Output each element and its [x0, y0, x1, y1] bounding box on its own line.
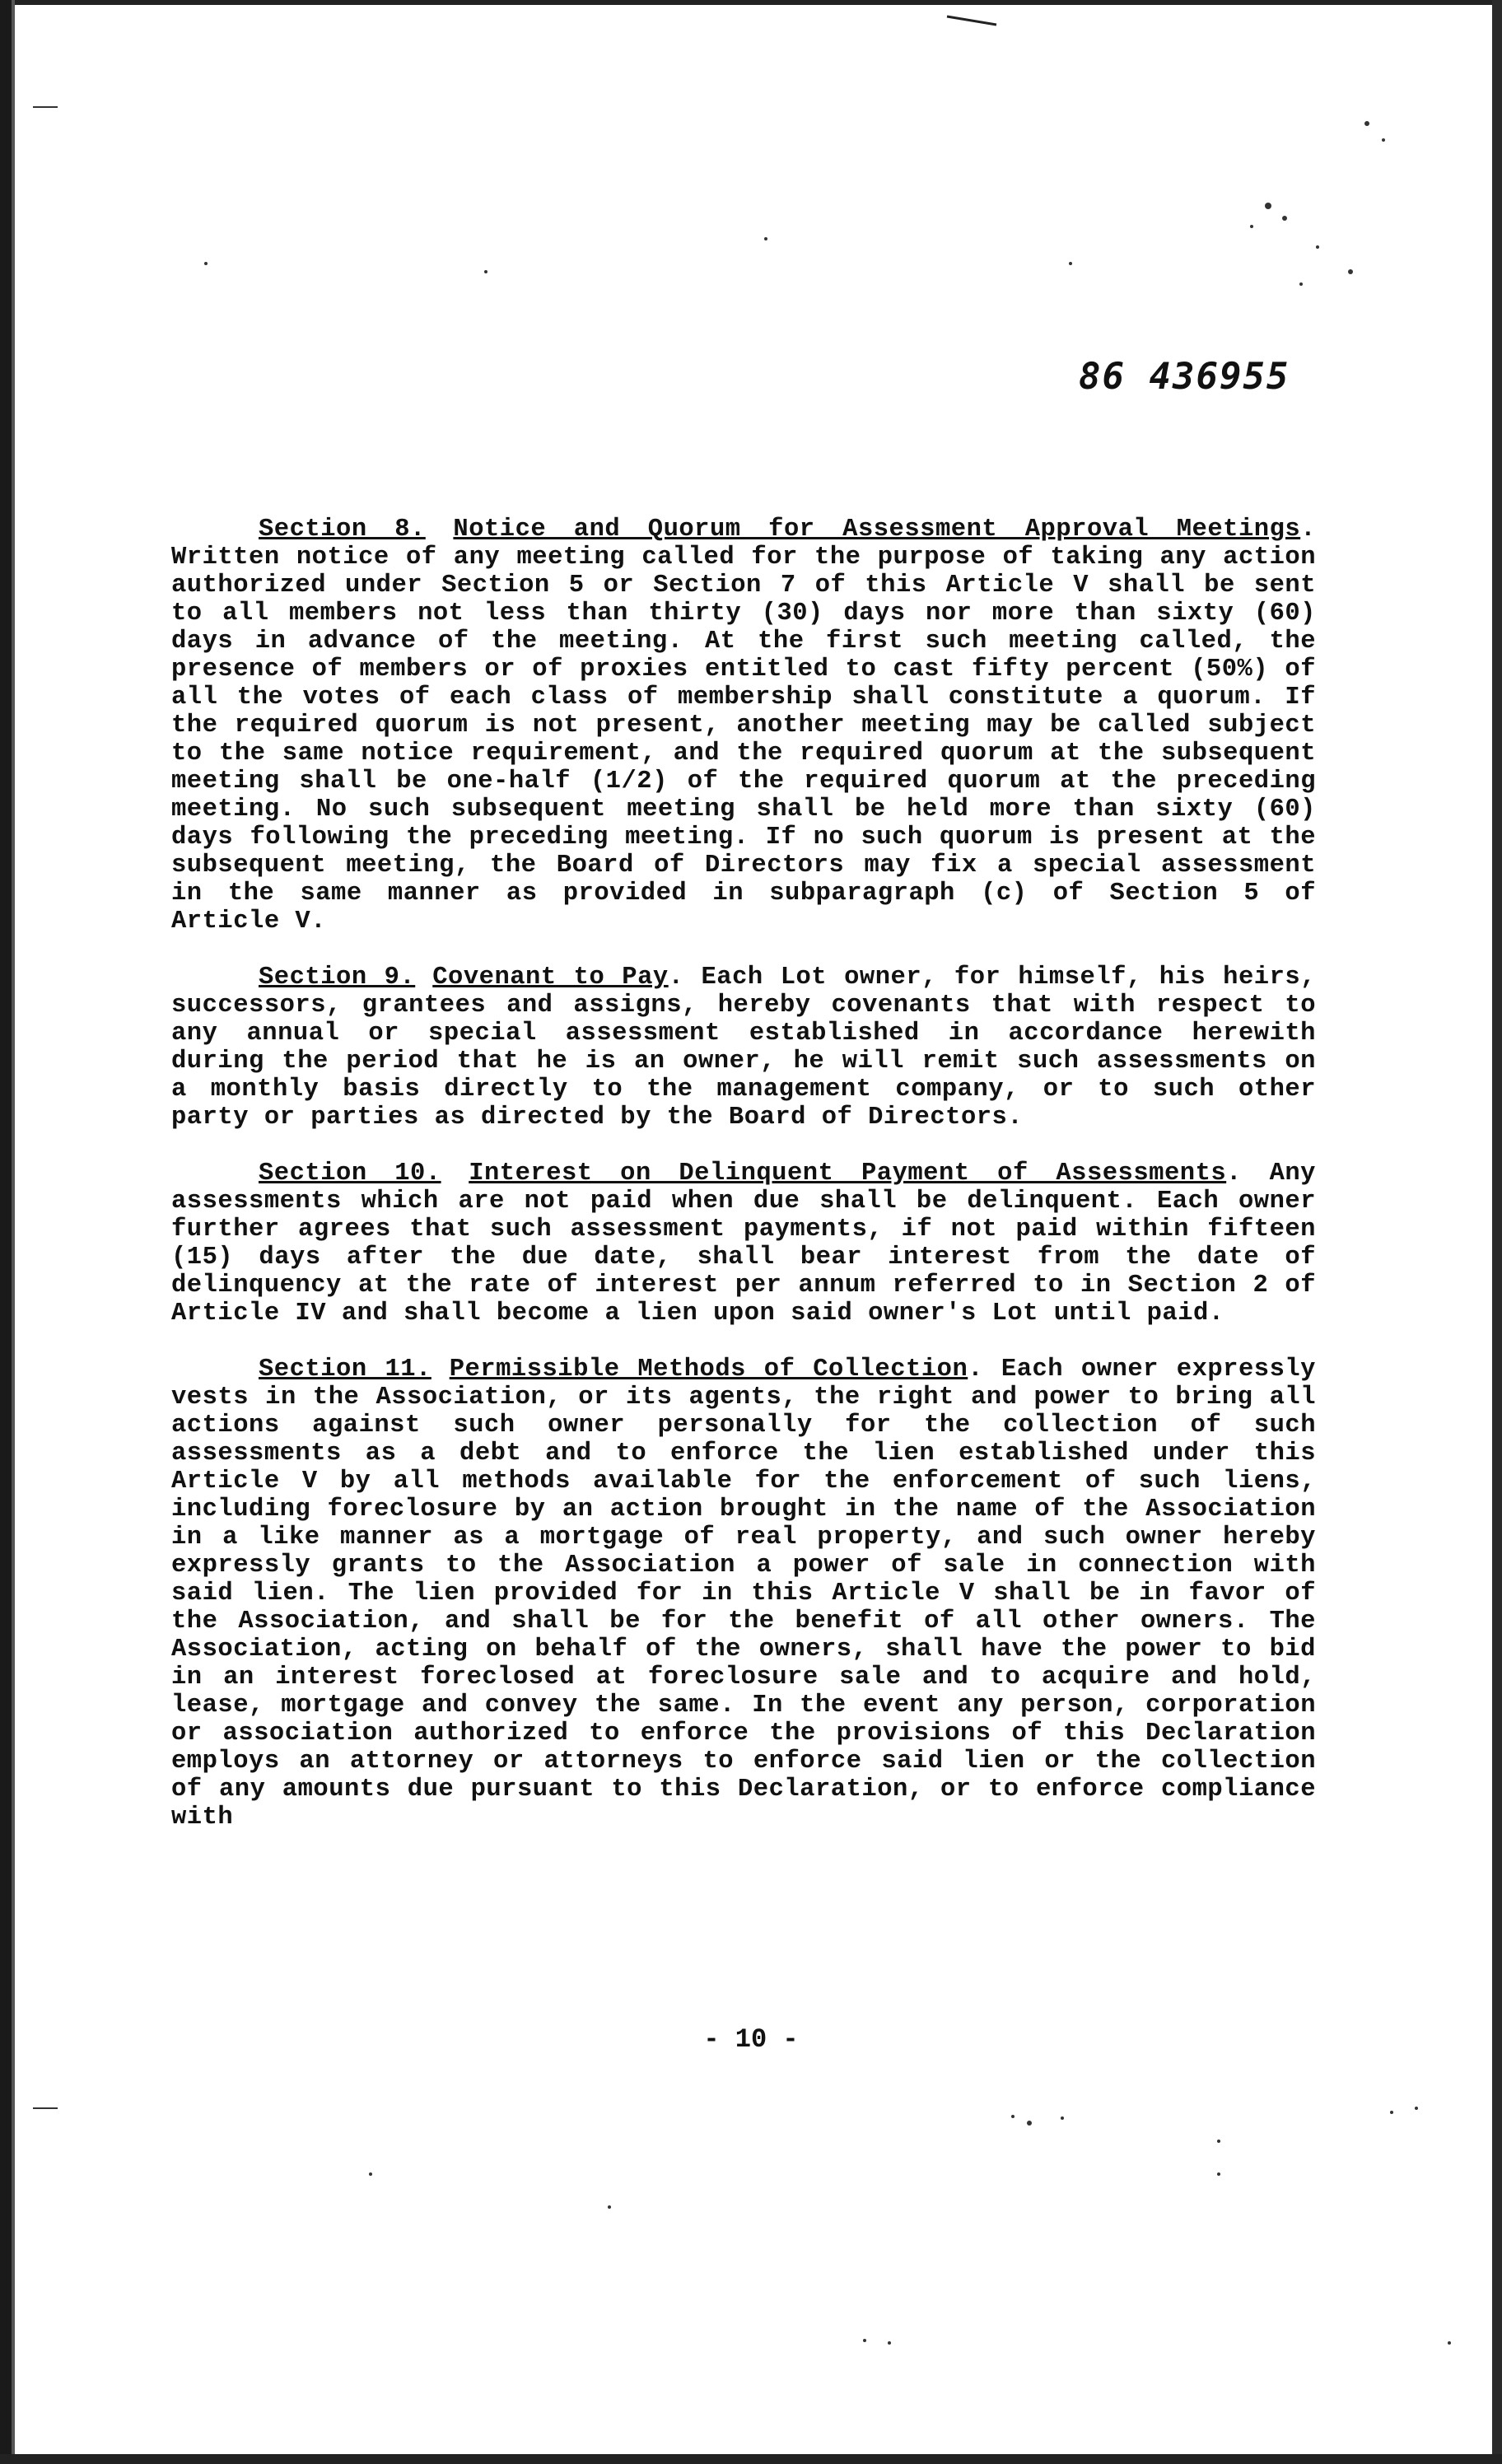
- section-title-period: .: [668, 964, 684, 992]
- section-body: Each owner expressly vests in the Association, or its agents, the right and power to bring all actions against such owner personally for the collection of such assessments as a debt and to enforce the lien established under this Article V by all methods available for the enforcement of such liens, including foreclosure by an action brought in the name of the Association in a like manner as a mortgage of real property, and such owner hereby expressly grants to the Association a power of sale in connection with said lien. The lien provided for in this Article V shall be in favor of the Association, and shall be for the benefit of all other owners. The Association, acting on behalf of the owners, shall have the power to bid in an interest foreclosed at foreclosure sale and to acquire and hold, lease, mortgage and convey the same. In the event any person, corporation or association authorized to enforce the provisions of this Declaration employs an attorney or attorneys to enforce said lien or the collection of any amounts due pursuant to this Declaration, or to enforce compliance with: [171, 1356, 1316, 1832]
- section-heading: Section 10.: [259, 1160, 441, 1188]
- section-body: Each Lot owner, for himself, his heirs, successors, grantees and assigns, hereby covenants that with respect to any annual or special assessment established in accordance herewith during the period that he is an owner, he will remit such assessments on a monthly basis directly to the management company, or to such other party or parties as directed by the Board of Directors.: [171, 964, 1316, 1132]
- section-title: Permissible Methods of Collection: [449, 1356, 968, 1384]
- section-title: Interest on Delinquent Payment of Assessments: [469, 1160, 1227, 1188]
- document-number: 86 436955: [1079, 356, 1290, 398]
- section-11: [171, 1356, 1316, 1832]
- section-title: Notice and Quorum for Assessment Approval Meetings: [453, 516, 1301, 544]
- section-title-period: .: [1300, 516, 1316, 544]
- section-title: Covenant to Pay: [432, 964, 669, 992]
- page-number: - 10 -: [703, 2024, 799, 2055]
- section-heading: Section 8.: [259, 516, 426, 544]
- section-body: Written notice of any meeting called for the purpose of taking any action authorized under Section 5 or Section 7 of this Article V shall be sent to all members not less than thirty (30) days nor more than sixty (60) days in advance of the meeting. At the first such meeting called, the presence of members or of proxies entitled to cast fifty percent (50%) of all the votes of each class of membership shall constitute a quorum. If the required quorum is not present, another meeting may be called subject to the same notice requirement, and the required quorum at the subsequent meeting shall be one-half (1/2) of the required quorum at the preceding meeting. No such subsequent meeting shall be held more than sixty (60) days following the preceding meeting. If no such quorum is present at the subsequent meeting, the Board of Directors may fix a special assessment in the same manner as provided in subparagraph (c) of Section 5 of Article V.: [171, 544, 1316, 936]
- section-9: [171, 964, 1316, 1132]
- section-10: [171, 1160, 1316, 1328]
- document-body: [171, 516, 1316, 1860]
- section-title-period: .: [1226, 1160, 1242, 1188]
- section-title-period: .: [968, 1356, 984, 1384]
- section-body: Any assessments which are not paid when due shall be delinquent. Each owner further agrees that such assessment payments, if not paid within fifteen (15) days after the due date, shall bear interest from the date of delinquency at the rate of interest per annum referred to in Section 2 of Article IV and shall become a lien upon said owner's Lot until paid.: [171, 1160, 1316, 1328]
- section-heading: Section 9.: [259, 964, 416, 992]
- section-heading: Section 11.: [259, 1356, 431, 1384]
- section-8: [171, 516, 1316, 936]
